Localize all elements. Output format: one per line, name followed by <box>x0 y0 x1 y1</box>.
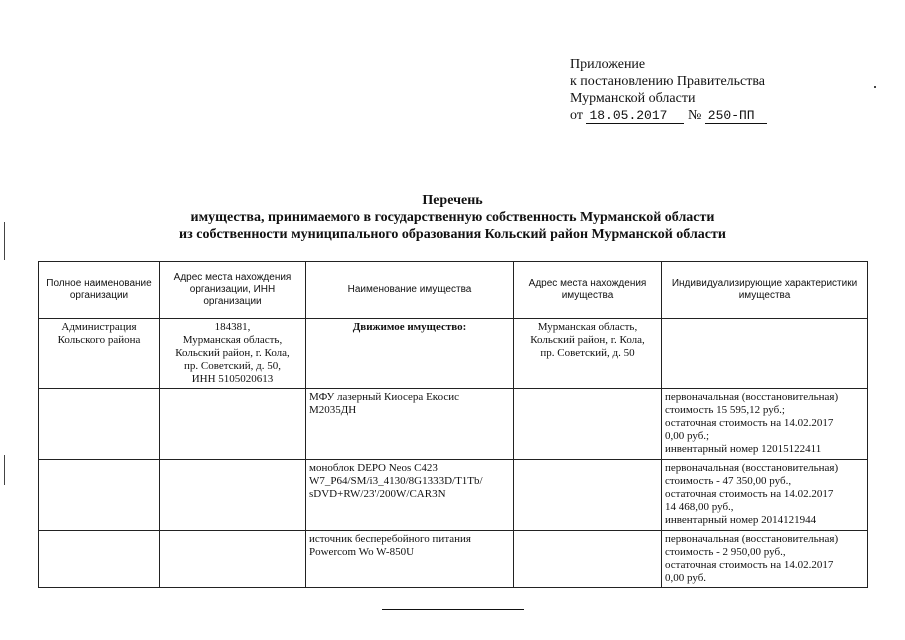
item-char-line: 14 468,00 руб., <box>665 501 734 513</box>
org-address-line: Мурманская область, <box>182 334 283 346</box>
item-char-line: стоимость 15 595,12 руб.; <box>665 404 785 416</box>
item-name-line: W7_P64/SM/i3_4130/8G1333D/T1Tb/ <box>309 475 483 487</box>
appendix-line-1: Приложение <box>570 57 646 72</box>
bottom-divider <box>382 609 524 610</box>
decree-number: 250-ПП <box>705 109 767 124</box>
header-org-address: Адрес места нахождения организации, ИНН организации <box>160 262 306 319</box>
characteristics-cell <box>662 319 868 389</box>
table-header-row <box>39 262 868 319</box>
appendix-line-2: к постановлению Правительства <box>570 74 766 89</box>
date-prefix: от <box>570 108 583 123</box>
decree-date: 18.05.2017 <box>586 109 684 124</box>
empty-cell <box>39 531 160 588</box>
property-address-line: пр. Советский, д. 50 <box>540 347 635 359</box>
item-name-line: источник бесперебойного питания <box>309 533 471 545</box>
item-char-line: 0,00 руб.; <box>665 430 710 442</box>
empty-cell <box>160 531 306 588</box>
number-prefix: № <box>687 108 702 123</box>
item-char-line: остаточная стоимость на 14.02.2017 <box>665 488 834 500</box>
movable-property-label: Движимое имущество: <box>306 319 514 389</box>
header-property-address: Адрес места нахождения имущества <box>514 262 662 319</box>
item-char-line: стоимость - 47 350,00 руб., <box>665 475 792 487</box>
appendix-block <box>570 56 767 124</box>
item-name-cell <box>306 460 514 531</box>
item-name-line: моноблок DEPO Neos C423 <box>309 462 438 474</box>
document-title <box>0 192 905 243</box>
table-row <box>39 389 868 460</box>
empty-cell <box>39 460 160 531</box>
property-address-line: Кольский район, г. Кола, <box>530 334 645 346</box>
table-row <box>39 531 868 588</box>
empty-cell <box>514 531 662 588</box>
title-line-3: из собственности муниципального образования Кольский район Мурманской области <box>179 227 726 242</box>
org-address-cell <box>160 319 306 389</box>
empty-cell <box>514 389 662 460</box>
item-char-line: первоначальная (восстановительная) <box>665 462 839 474</box>
scan-mark <box>4 455 5 485</box>
item-characteristics-cell <box>662 460 868 531</box>
property-address-cell <box>514 319 662 389</box>
title-line-1: Перечень <box>422 193 483 208</box>
header-property-name: Наименование имущества <box>306 262 514 319</box>
item-char-line: 0,00 руб. <box>665 572 707 584</box>
table-row <box>39 319 868 389</box>
property-address-line: Мурманская область, <box>537 321 638 333</box>
item-name-line: Powercom Wo W-850U <box>309 546 415 558</box>
header-org-name: Полное наименование организации <box>39 262 160 319</box>
org-address-line: ИНН 5105020613 <box>191 373 274 385</box>
item-name-cell <box>306 389 514 460</box>
item-char-line: остаточная стоимость на 14.02.2017 <box>665 417 834 429</box>
org-name-cell: Администрация Кольского района <box>39 319 160 389</box>
item-char-line: инвентарный номер 12015122411 <box>665 443 822 455</box>
item-characteristics-cell <box>662 389 868 460</box>
item-name-line: МФУ лазерный Киосера Екосис <box>309 391 459 403</box>
item-char-line: стоимость - 2 950,00 руб., <box>665 546 786 558</box>
item-name-line: М2035ДН <box>309 404 357 416</box>
empty-cell <box>39 389 160 460</box>
title-line-2: имущества, принимаемого в государственную собственность Мурманской области <box>190 210 715 225</box>
item-char-line: первоначальная (восстановительная) <box>665 391 839 403</box>
item-characteristics-cell <box>662 531 868 588</box>
table-row <box>39 460 868 531</box>
scan-mark <box>4 222 5 260</box>
empty-cell <box>160 460 306 531</box>
item-char-line: инвентарный номер 2014121944 <box>665 514 817 526</box>
item-char-line: остаточная стоимость на 14.02.2017 <box>665 559 834 571</box>
org-address-line: пр. Советский, д. 50, <box>183 360 282 372</box>
item-name-cell <box>306 531 514 588</box>
item-name-line: sDVD+RW/23'/200W/CAR3N <box>309 488 446 500</box>
header-characteristics: Индивидуализирующие характеристики имущества <box>662 262 868 319</box>
property-table <box>38 261 868 588</box>
empty-cell <box>514 460 662 531</box>
item-char-line: первоначальная (восстановительная) <box>665 533 839 545</box>
scan-mark <box>874 86 876 88</box>
org-address-line: 184381, <box>214 321 251 333</box>
empty-cell <box>160 389 306 460</box>
appendix-line-3: Мурманской области <box>570 91 696 106</box>
appendix-date-line <box>570 107 767 124</box>
org-address-line: Кольский район, г. Кола, <box>175 347 290 359</box>
